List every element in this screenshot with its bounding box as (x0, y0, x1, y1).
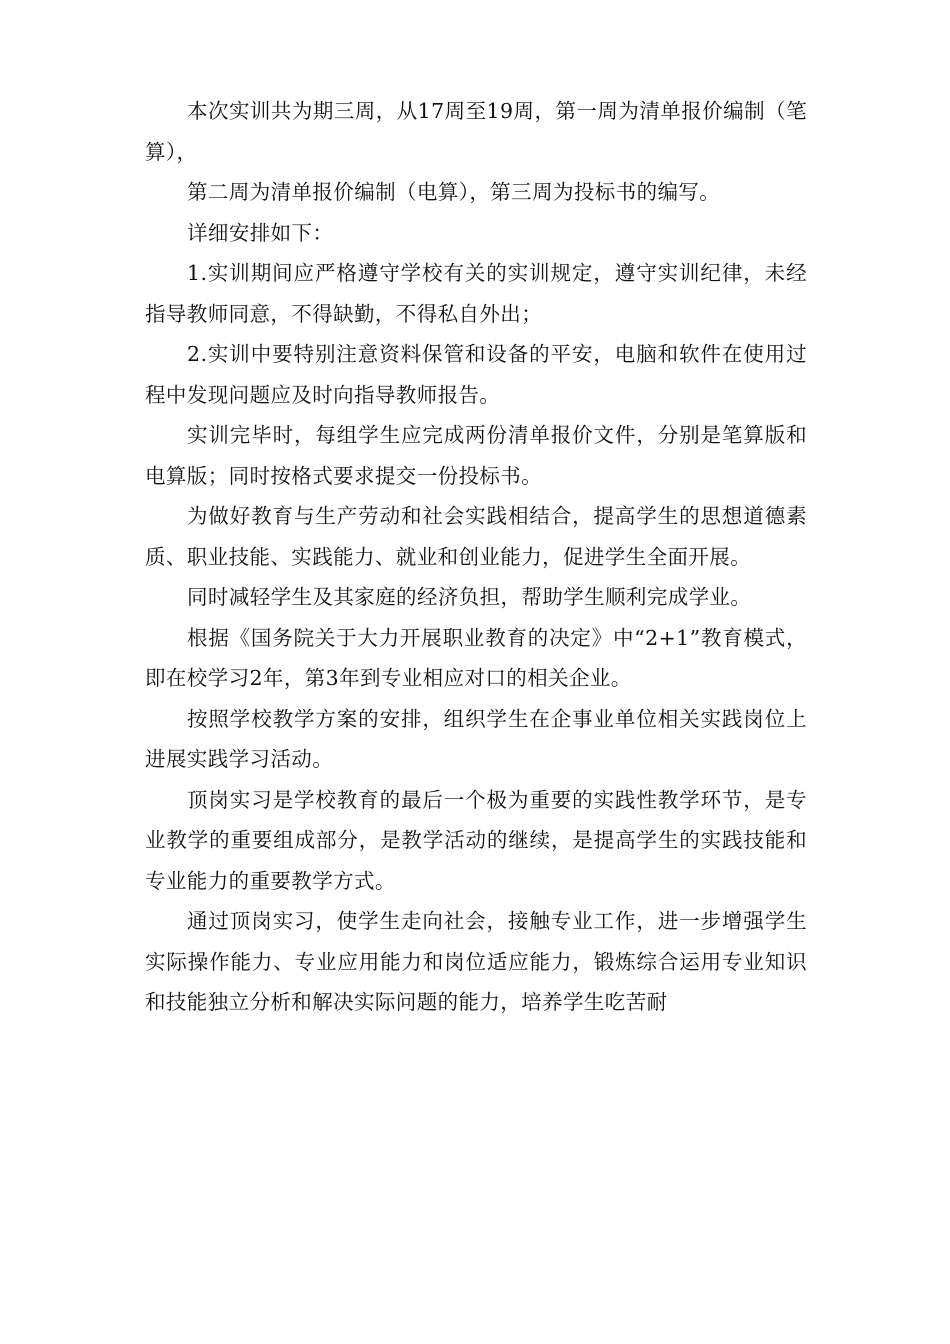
document-page (145, 91, 807, 1023)
paragraph-3: 详细安排如下： (187, 220, 334, 245)
paragraph-11: 顶岗实习是学校教育的最后一个极为重要的实践性教学环节，是专业教学的重要组成部分，是教学活动的继续，是提高学生的实践技能和专业能力的重要教学方式。 (145, 787, 807, 893)
paragraph-5: 2.实训中要特别注意资料保管和设备的平安，电脑和软件在使用过程中发现问题应及时向指导教师报告。 (145, 342, 807, 407)
paragraph-2: 第二周为清单报价编制（电算），第三周为投标书的编写。 (187, 180, 721, 204)
paragraph-4: 1.实训期间应严格遵守学校有关的实训规定，遵守实训纪律，未经指导教师同意，不得缺勤，不得私自外出； (145, 261, 807, 326)
paragraph-1: 本次实训共为期三周，从17周至19周，第一周为清单报价编制（笔算）， (145, 99, 807, 164)
paragraph-6: 实训完毕时，每组学生应完成两份清单报价文件，分别是笔算版和电算版；同时按格式要求提交一份投标书。 (145, 423, 807, 488)
paragraph-8: 同时减轻学生及其家庭的经济负担，帮助学生顺利完成学业。 (187, 585, 752, 609)
paragraph-9: 根据《国务院关于大力开展职业教育的决定》中“2+1”教育模式，即在校学习2年，第3年到专业相应对口的相关企业。 (145, 625, 807, 690)
paragraph-12: 通过顶岗实习，使学生走向社会，接触专业工作，进一步增强学生实际操作能力、专业应用能力和岗位适应能力，锻炼综合运用专业知识和技能独立分析和解决实际问题的能力，培养学生吃苦耐 (145, 909, 807, 1014)
paragraph-10: 按照学校教学方案的安排，组织学生在企事业单位相关实践岗位上进展实践学习活动。 (145, 706, 807, 771)
paragraph-7: 为做好教育与生产劳动和社会实践相结合，提高学生的思想道德素质、职业技能、实践能力、就业和创业能力，促进学生全面开展。 (145, 504, 807, 569)
